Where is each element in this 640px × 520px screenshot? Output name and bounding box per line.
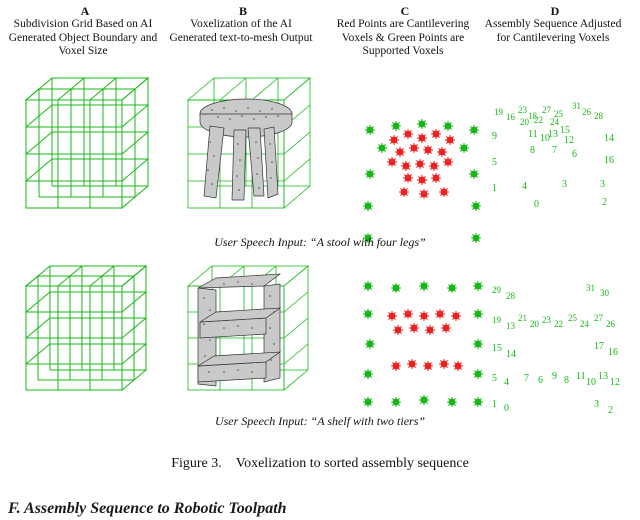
assembly-sequence-number: 0 [504,403,509,414]
supported-voxel-point [469,125,479,135]
supported-voxel-point [391,121,401,131]
cantilevering-voxel-point [453,361,463,371]
cantilevering-voxel-point [409,143,419,153]
figure-caption [0,456,640,472]
cantilevering-voxel-point [395,147,405,157]
figure-caption-text: Voxelization to sorted assembly sequence [235,456,469,471]
assembly-sequence-number: 27 [594,313,603,323]
cantilevering-voxel-point [451,311,461,321]
assembly-sequence-number: 16 [608,347,618,358]
cantilevering-voxel-point [429,161,439,171]
cantilevering-voxel-point [419,311,429,321]
cantilevering-voxel-point [425,325,435,335]
assembly-sequence-number: 2 [602,197,607,208]
assembly-sequence-number: 14 [604,133,614,144]
speech-input-row2: User Speech Input: “A shelf with two tiers” [214,414,426,428]
cantilevering-voxel-point [439,187,449,197]
supported-voxel-point [365,125,375,135]
assembly-sequence-number: 3 [600,179,605,190]
cantilevering-voxel-point [431,129,441,139]
supported-voxel-point [377,143,387,153]
assembly-sequence-number: 8 [564,375,569,386]
supported-voxel-point [391,283,401,293]
supported-voxel-point [473,339,483,349]
assembly-sequence-number: 3 [562,179,567,190]
assembly-sequence-number: 25 [568,313,577,323]
assembly-sequence-number: 24 [550,117,559,127]
supported-voxel-point [447,283,457,293]
cantilevering-voxel-point [415,159,425,169]
assembly-sequence-number: 16 [604,155,614,166]
supported-voxel-point [365,169,375,179]
assembly-sequence-number: 2 [608,405,613,416]
panel-c-row2-point-cloud [352,270,497,430]
assembly-sequence-number: 27 [542,105,551,115]
supported-voxel-point [459,143,469,153]
assembly-sequence-number: 22 [554,319,563,329]
assembly-sequence-number: 11 [528,129,538,140]
cantilevering-voxel-point [441,323,451,333]
panel-b-row1-voxelized-stool [180,72,320,217]
column-caption-a: Subdivision Grid Based on AI Generated Object Boundary and Voxel Size [8,18,158,57]
cantilevering-voxel-point [423,361,433,371]
cantilevering-voxel-point [403,173,413,183]
assembly-sequence-number: 20 [520,117,529,127]
section-heading-trailing: F. Assembly Sequence to Robotic Toolpath [8,500,287,517]
assembly-sequence-number: 28 [594,111,603,121]
cantilevering-voxel-point [445,135,455,145]
cantilevering-voxel-point [407,359,417,369]
assembly-sequence-number: 10 [540,133,550,144]
assembly-sequence-number: 26 [582,107,591,117]
assembly-sequence-number: 18 [528,111,537,121]
assembly-sequence-number: 4 [522,181,527,192]
supported-voxel-point [473,281,483,291]
panel-d-row2-assembly-numbers [490,272,635,422]
cantilevering-voxel-point [417,175,427,185]
assembly-sequence-number: 16 [506,112,515,122]
assembly-sequence-number: 13 [598,371,608,382]
cantilevering-voxel-point [401,161,411,171]
supported-voxel-point [419,395,429,405]
assembly-sequence-number: 20 [530,319,539,329]
assembly-sequence-number: 31 [572,101,581,111]
assembly-sequence-number: 30 [600,288,609,298]
assembly-sequence-number: 6 [572,149,577,160]
assembly-sequence-number: 19 [494,107,503,117]
assembly-sequence-number: 11 [576,371,586,382]
assembly-sequence-number: 17 [594,341,604,352]
assembly-sequence-number: 0 [534,199,539,210]
assembly-sequence-number: 5 [492,157,497,168]
assembly-sequence-number: 14 [506,349,516,360]
supported-voxel-point [391,397,401,407]
assembly-sequence-number: 9 [492,131,497,142]
speech-input-row1: User Speech Input: “A stool with four legs” [214,235,426,249]
cantilevering-voxel-point [403,129,413,139]
assembly-sequence-number: 7 [552,145,557,156]
supported-voxel-point [473,369,483,379]
panel-b-row2-voxelized-shelf [180,262,320,397]
assembly-sequence-number: 7 [524,373,529,384]
assembly-sequence-number: 5 [492,373,497,384]
cantilevering-voxel-point [387,157,397,167]
supported-voxel-point [443,121,453,131]
supported-voxel-point [447,397,457,407]
assembly-sequence-number: 29 [492,285,501,295]
supported-voxel-point [473,397,483,407]
cantilevering-voxel-point [439,359,449,369]
supported-voxel-point [363,397,373,407]
assembly-sequence-number: 19 [492,315,501,325]
assembly-sequence-number: 26 [606,319,615,329]
assembly-sequence-number: 13 [506,321,515,331]
supported-voxel-point [363,201,373,211]
assembly-sequence-number: 28 [506,291,515,301]
panel-d-row1-assembly-numbers [490,88,635,228]
supported-voxel-point [469,169,479,179]
column-letter-a: A [80,4,90,18]
supported-voxel-point [471,201,481,211]
cantilevering-voxel-point [423,145,433,155]
cantilevering-voxel-point [431,173,441,183]
panel-a-row2-subdivision-grid [18,262,158,397]
assembly-sequence-number: 22 [534,115,543,125]
assembly-sequence-number: 31 [586,283,595,293]
supported-voxel-point [473,309,483,319]
assembly-sequence-number: 12 [610,377,620,388]
cantilevering-voxel-point [389,135,399,145]
assembly-sequence-number: 24 [580,319,589,329]
cantilevering-voxel-point [437,147,447,157]
panel-a-row1-subdivision-grid [18,72,158,217]
cantilevering-voxel-point [417,133,427,143]
assembly-sequence-number: 1 [492,399,497,410]
assembly-sequence-number: 21 [518,313,527,323]
cantilevering-voxel-point [409,323,419,333]
column-caption-d: Assembly Sequence Adjusted for Cantilevering Voxels [484,18,622,44]
cantilevering-voxel-point [393,325,403,335]
assembly-sequence-number: 10 [586,377,596,388]
supported-voxel-point [365,339,375,349]
cantilevering-voxel-point [399,187,409,197]
assembly-sequence-number: 6 [538,375,543,386]
column-caption-b: Voxelization of the AI Generated text-to-mesh Output [169,18,313,44]
assembly-sequence-number: 23 [542,315,551,325]
supported-voxel-point [363,309,373,319]
supported-voxel-point [417,119,427,129]
cantilevering-voxel-point [391,361,401,371]
assembly-sequence-number: 15 [492,343,502,354]
supported-voxel-point [363,369,373,379]
column-caption-c: Red Points are Cantilevering Voxels & Green Points are Supported Voxels [336,18,470,57]
column-letter-c: C [400,4,410,18]
assembly-sequence-number: 23 [518,105,527,115]
assembly-sequence-number: 9 [552,371,557,382]
assembly-sequence-number: 25 [554,109,563,119]
supported-voxel-point [363,281,373,291]
column-letter-b: B [238,4,247,18]
cantilevering-voxel-point [387,311,397,321]
assembly-sequence-number: 4 [504,377,509,388]
supported-voxel-point [419,281,429,291]
cantilevering-voxel-point [435,309,445,319]
cantilevering-voxel-point [419,189,429,199]
assembly-sequence-number: 1 [492,183,497,194]
assembly-sequence-number: 13 [548,129,558,140]
cantilevering-voxel-point [403,309,413,319]
assembly-sequence-number: 3 [594,399,599,410]
figure-caption-label: Figure 3. [171,456,222,471]
assembly-sequence-number: 15 [560,125,570,136]
assembly-sequence-number: 12 [564,135,574,146]
assembly-sequence-number: 8 [530,145,535,156]
cantilevering-voxel-point [443,157,453,167]
column-letter-d: D [550,4,560,18]
